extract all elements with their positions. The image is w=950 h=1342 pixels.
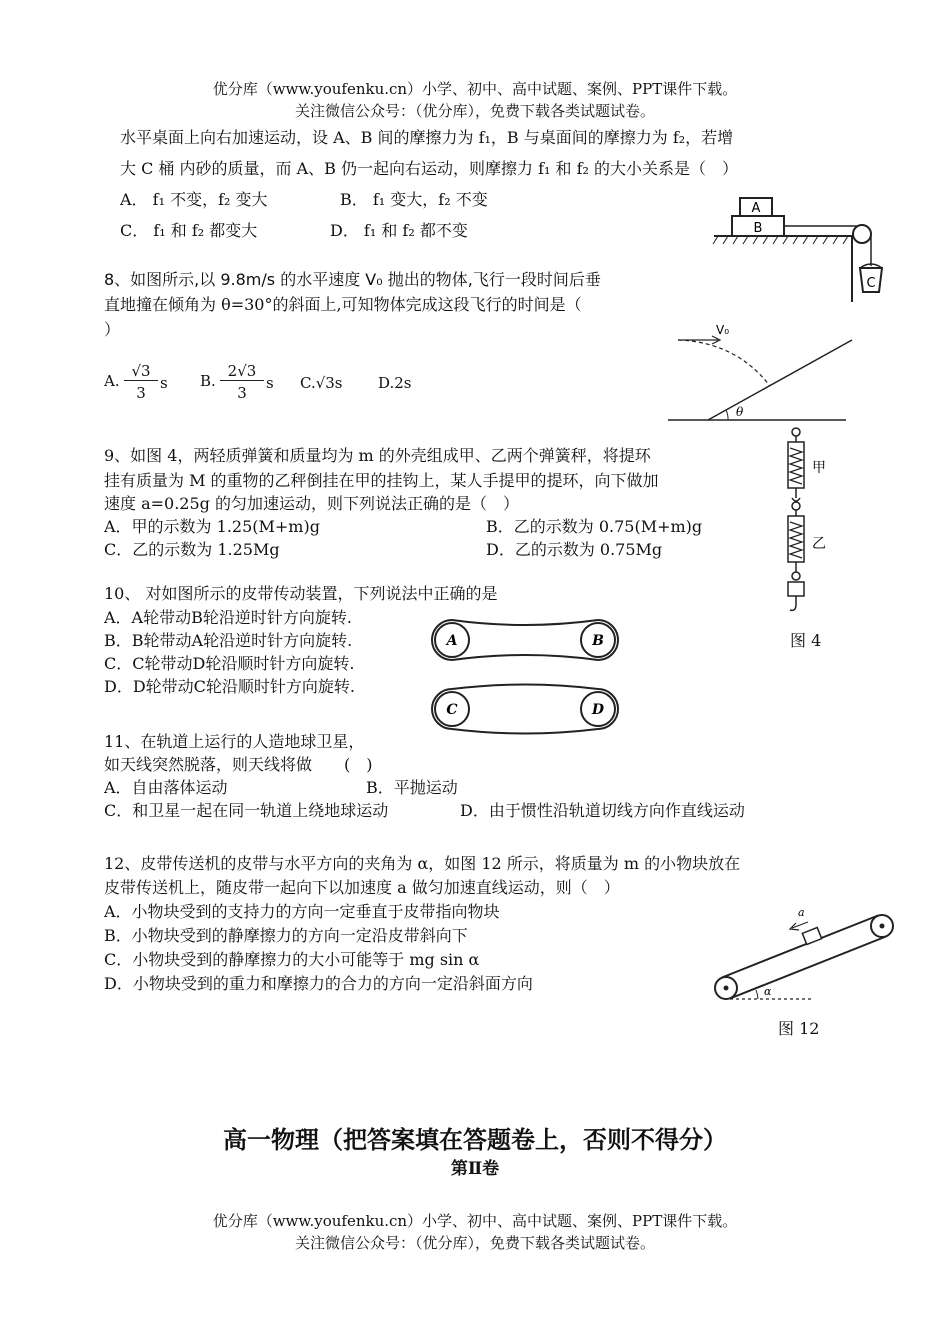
q9-yi-label: 乙 [812, 536, 826, 552]
q8-option-c: C.√3s [300, 374, 343, 392]
q8-option-b-denominator: 3 [237, 384, 247, 402]
q7-option-d: D． f₁ 和 f₂ 都不变 [330, 221, 468, 240]
q12-option-c: C．小物块受到的静摩擦力的大小可能等于 mg sin α [104, 950, 480, 969]
q7-line-2: 大 C 桶 内砂的质量，而 A、B 仍一起向右运动，则摩擦力 f₁ 和 f₂ 的大小关系是（ ） [120, 159, 739, 178]
q8-theta-label: θ [736, 405, 744, 419]
q9-line-1: 9、如图 4，两轻质弹簧和质量均为 m 的外壳组成甲、乙两个弹簧秤，将提环 [104, 446, 651, 465]
section-subtitle: 第Ⅱ卷 [450, 1159, 500, 1179]
q8-option-a-prefix: A. [104, 372, 120, 390]
section-title: 高一物理（把答案填在答题卷上，否则不得分） [223, 1125, 727, 1154]
q8-option-b-prefix: B. [200, 372, 216, 390]
q12-option-b: B．小物块受到的静摩擦力的方向一定沿皮带斜向下 [104, 926, 468, 945]
q7-option-c: C． f₁ 和 f₂ 都变大 [120, 221, 258, 240]
q11-option-b: B．平抛运动 [366, 778, 458, 797]
q8-option-d: D.2s [378, 374, 412, 392]
q9-option-c: C．乙的示数为 1.25Mg [104, 540, 280, 559]
q10-option-a: A．A轮带动B轮沿逆时针方向旋转. [104, 608, 352, 627]
q7-figure [712, 192, 892, 312]
q10-figure [430, 614, 620, 734]
header-line-1: 优分库（www.youfenku.cn）小学、初中、高中试题、案例、PPT课件下载。 [212, 80, 738, 98]
q9-option-d: D．乙的示数为 0.75Mg [486, 540, 663, 559]
q10-wheel-b: B [592, 633, 604, 649]
q12-figure [712, 904, 902, 1004]
q8-option-b-numerator: 2√3 [220, 362, 264, 381]
q8-line-1: 8、如图所示,以 9.8m/s 的水平速度 V₀ 抛出的物体,飞行一段时间后垂 [104, 270, 601, 289]
header-line-2: 关注微信公众号：（优分库），免费下载各类试题试卷。 [294, 102, 655, 120]
q8-line-2: 直地撞在倾角为 θ=30°的斜面上,可知物体完成这段飞行的时间是（ [104, 295, 582, 314]
q7-block-a-label: A [751, 201, 761, 216]
q12-accel-label: a [798, 906, 805, 919]
q10-line-1: 10、 对如图所示的皮带传动装置，下列说法中正确的是 [104, 584, 498, 603]
q11-line-2: 如天线突然脱落，则天线将做 ( ) [104, 755, 373, 774]
q8-v0-label: V₀ [716, 323, 730, 337]
q7-option-b: B． f₁ 变大，f₂ 不变 [340, 190, 488, 209]
q9-figure [776, 426, 836, 626]
q10-option-d: D．D轮带动C轮沿顺时针方向旋转. [104, 677, 355, 696]
q9-option-a: A．甲的示数为 1.25(M+m)g [104, 517, 320, 536]
footer-line-1: 优分库（www.youfenku.cn）小学、初中、高中试题、案例、PPT课件下载。 [212, 1212, 738, 1230]
q12-line-2: 皮带传送机上，随皮带一起向下以加速度 a 做匀加速直线运动，则（ ） [104, 878, 620, 897]
q11-option-a: A．自由落体运动 [104, 778, 228, 797]
q11-option-d: D．由于惯性沿轨道切线方向作直线运动 [460, 801, 745, 820]
q8-option-a-numerator: √3 [124, 362, 158, 381]
q9-line-3: 速度 a=0.25g 的匀加速运动，则下列说法正确的是（ ） [104, 494, 519, 513]
q8-option-a-denominator: 3 [136, 384, 146, 402]
footer-line-2: 关注微信公众号：（优分库），免费下载各类试题试卷。 [294, 1234, 655, 1252]
q7-option-a: A． f₁ 不变，f₂ 变大 [120, 190, 268, 209]
q12-alpha-label: α [764, 985, 772, 998]
q8-figure [666, 318, 856, 428]
q7-block-b-label: B [753, 221, 763, 236]
q8-option-a-unit: s [160, 374, 168, 392]
q10-option-b: B．B轮带动A轮沿逆时针方向旋转. [104, 631, 353, 650]
q12-option-d: D．小物块受到的重力和摩擦力的合力的方向一定沿斜面方向 [104, 974, 533, 993]
q11-line-1: 11、在轨道上运行的人造地球卫星， [104, 732, 365, 751]
q9-option-b: B．乙的示数为 0.75(M+m)g [486, 517, 703, 536]
q12-figure-caption: 图 12 [778, 1019, 820, 1038]
q10-wheel-a: A [446, 633, 458, 649]
q11-option-c: C．和卫星一起在同一轨道上绕地球运动 [104, 801, 389, 820]
q8-line-3: ） [104, 320, 121, 339]
q10-wheel-c: C [446, 702, 458, 718]
q7-line-1: 水平桌面上向右加速运动，设 A、B 间的摩擦力为 f₁，B 与桌面间的摩擦力为 f₂，若增 [120, 128, 734, 147]
q12-option-a: A．小物块受到的支持力的方向一定垂直于皮带指向物块 [104, 902, 500, 921]
q9-line-2: 挂有质量为 M 的重物的乙秤倒挂在甲的挂钩上，某人手提甲的提环，向下做加 [104, 471, 659, 490]
q8-option-b-unit: s [266, 374, 274, 392]
q10-option-c: C．C轮带动D轮沿顺时针方向旋转. [104, 654, 355, 673]
q12-line-1: 12、皮带传送机的皮带与水平方向的夹角为 α，如图 12 所示，将质量为 m 的小物块放在 [104, 854, 741, 873]
q9-figure-caption: 图 4 [790, 631, 822, 650]
q9-jia-label: 甲 [812, 460, 826, 476]
q10-wheel-d: D [591, 702, 605, 718]
q7-bucket-c-label: C [866, 276, 876, 291]
